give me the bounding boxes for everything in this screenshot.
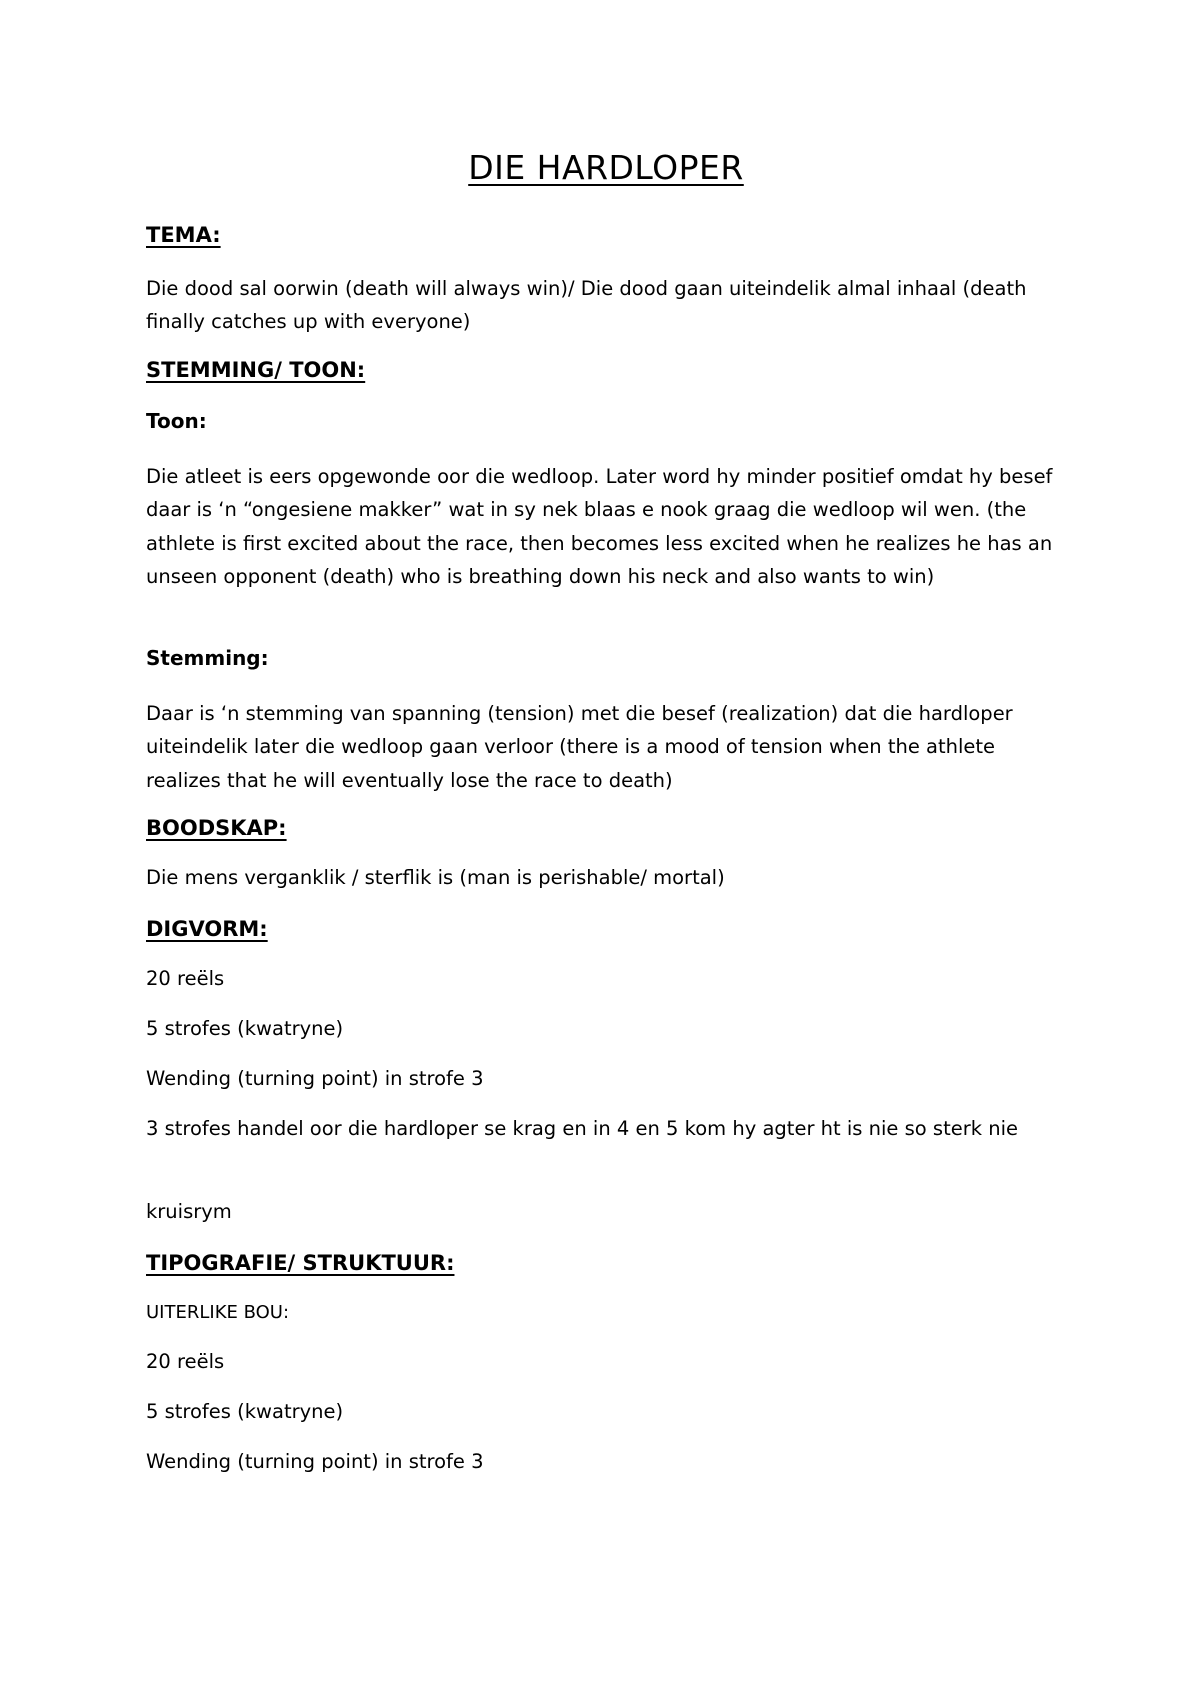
tipografie-item: 5 strofes (kwatryne) — [146, 1400, 344, 1423]
toon-heading: Toon: — [146, 409, 207, 433]
uiterlike-bou-heading: UITERLIKE BOU: — [146, 1302, 290, 1323]
tipografie-heading: TIPOGRAFIE/ STRUKTUUR: — [146, 1251, 455, 1275]
digvorm-item: kruisrym — [146, 1200, 232, 1223]
tipografie-item: 20 reëls — [146, 1350, 225, 1373]
stemming-heading: Stemming: — [146, 646, 269, 670]
document-title: DIE HARDLOPER — [468, 148, 744, 187]
document-page — [146, 0, 1066, 1696]
boodskap-text: Die mens verganklik / sterflik is (man is perishable/ mortal) — [146, 866, 725, 889]
digvorm-heading: DIGVORM: — [146, 917, 268, 941]
digvorm-item: Wending (turning point) in strofe 3 — [146, 1067, 484, 1090]
toon-text: Die atleet is eers opgewonde oor die wedloop. Later word hy minder positief omdat hy besef daar is ‘n “ongesiene makker” wat in sy nek blaas e nook graag die wedloop wil wen. (the athlete is first excited about the race, then becomes less excited when he realizes he has an unseen opponent (death) who is breathing down his neck and also wants to win) — [146, 465, 1053, 589]
tipografie-item: Wending (turning point) in strofe 3 — [146, 1450, 484, 1473]
digvorm-item: 20 reëls — [146, 967, 225, 990]
digvorm-item: 3 strofes handel oor die hardloper se krag en in 4 en 5 kom hy agter ht is nie so sterk nie — [146, 1117, 1018, 1140]
digvorm-item: 5 strofes (kwatryne) — [146, 1017, 344, 1040]
boodskap-heading: BOODSKAP: — [146, 816, 287, 840]
tema-text: Die dood sal oorwin (death will always win)/ Die dood gaan uiteindelik almal inhaal (death finally catches up with everyone) — [146, 277, 1027, 334]
stemming-text: Daar is ‘n stemming van spanning (tension) met die besef (realization) dat die hardloper uiteindelik later die wedloop gaan verloor (there is a mood of tension when the athlete realizes that he will eventually lose the race to death) — [146, 702, 1013, 792]
tema-heading: TEMA: — [146, 223, 221, 247]
stemming-toon-heading: STEMMING/ TOON: — [146, 358, 366, 382]
